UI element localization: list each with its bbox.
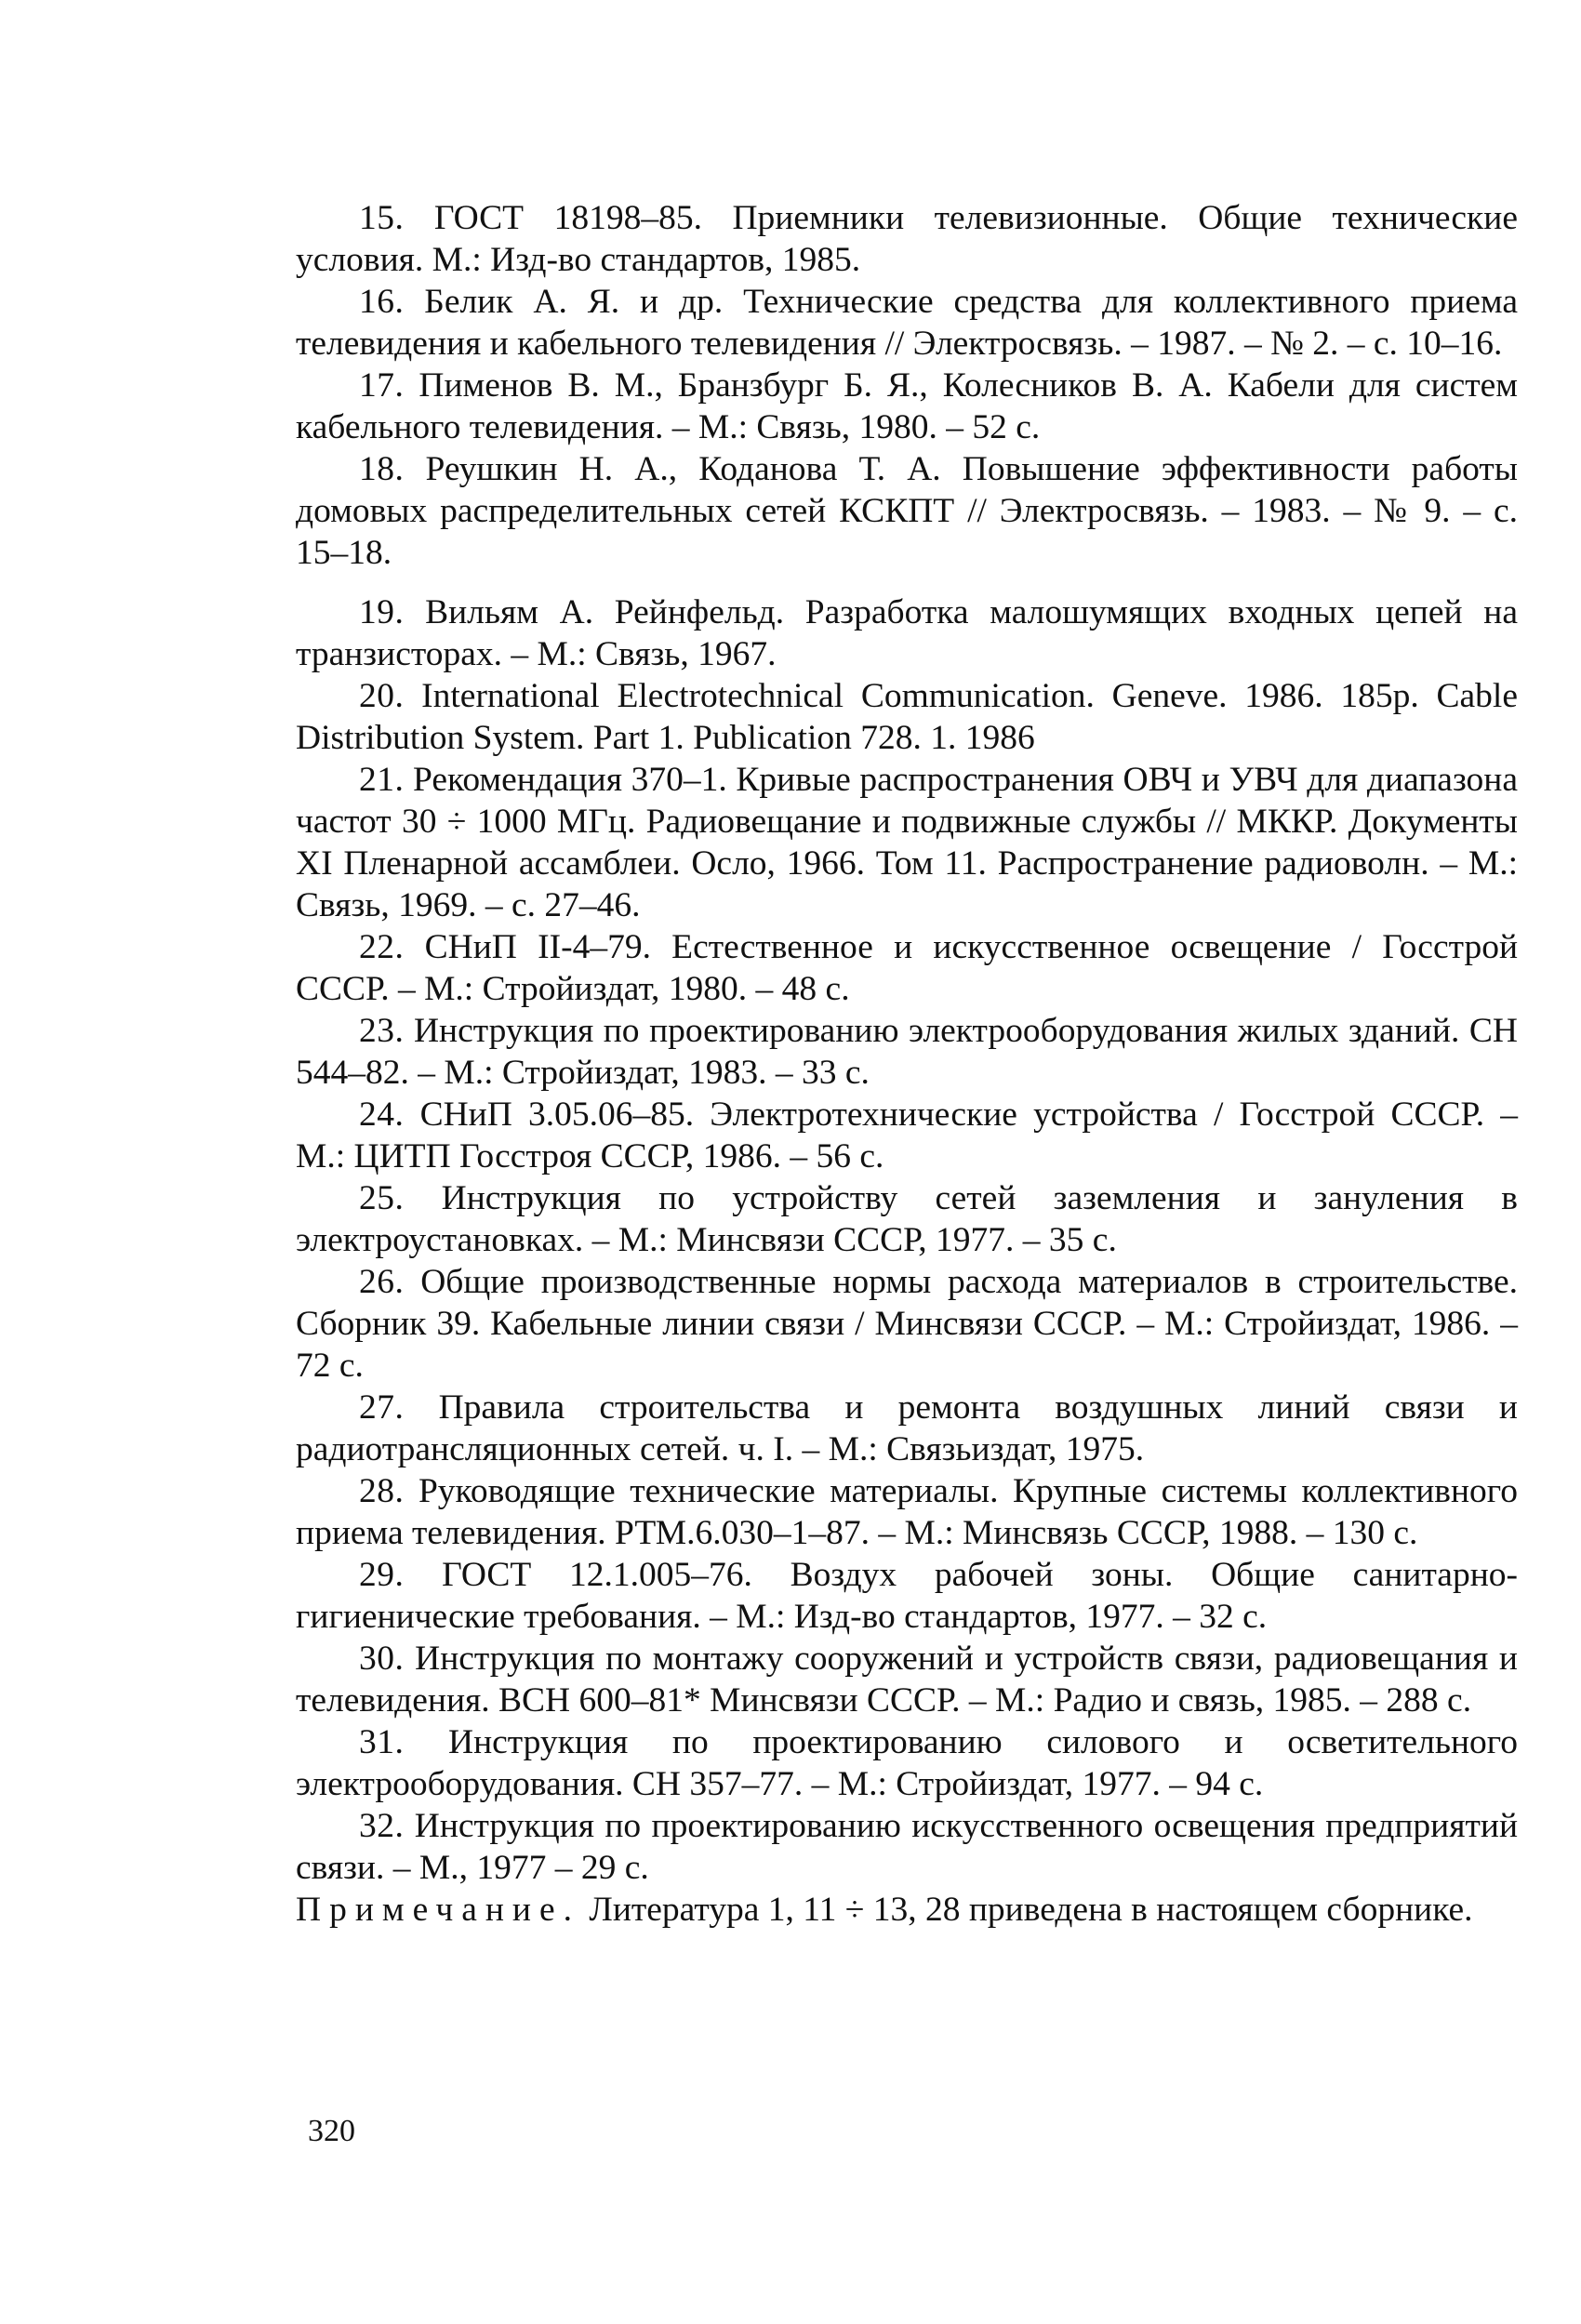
reference-text: Общие производственные нормы расхода материалов в строительстве. Сборник 39. Кабельные линии связи / Минсвязи СССР. – М.: Стройиздат, 1986. – 72 с. xyxy=(296,1263,1518,1385)
reference-number: 29. xyxy=(359,1556,405,1594)
reference-text: ГОСТ 18198–85. Приемники телевизионные. Общие технические условия. М.: Изд-во стандартов, 1985. xyxy=(296,199,1518,279)
note-text: Литература 1, 11 ÷ 13, 28 приведена в настоящем сборнике. xyxy=(589,1891,1473,1929)
reference-text: Инструкция по проектированию электрооборудования жилых зданий. СН 544–82. – М.: Стройиздат, 1983. – 33 с. xyxy=(296,1012,1518,1092)
reference-text: Инструкция по проектированию искусственного освещения предприятий связи. – М., 1977 – 29 с. xyxy=(296,1807,1519,1887)
reference-entry-20 xyxy=(296,675,1518,759)
reference-number: 18. xyxy=(359,450,405,488)
reference-text: Пименов В. М., Бранзбург Б. Я., Колесников В. А. Кабели для систем кабельного телевидения. – М.: Связь, 1980. – 52 с. xyxy=(296,366,1519,446)
note-paragraph xyxy=(296,1889,1518,1931)
reference-number: 16. xyxy=(359,283,405,321)
reference-entry-25 xyxy=(296,1177,1518,1261)
reference-text: International Electrotechnical Communication. Geneve. 1986. 185p. Cable Distribution System. Part 1. Publication 728. 1. 1986 xyxy=(296,677,1518,757)
reference-text: СНиП 3.05.06–85. Электротехнические устройства / Госстрой СССР. – М.: ЦИТП Госстроя СССР, 1986. – 56 с. xyxy=(296,1096,1519,1175)
reference-text: Инструкция по проектированию силового и осветительного электрооборудования. СН 357–77. – М.: Стройиздат, 1977. – 94 с. xyxy=(296,1723,1519,1803)
reference-entry-19 xyxy=(296,591,1518,675)
reference-entry-29 xyxy=(296,1554,1518,1638)
reference-text: ГОСТ 12.1.005–76. Воздух рабочей зоны. Общие санитарно-гигиенические требования. – М.: Изд-во стандартов, 1977. – 32 с. xyxy=(296,1556,1519,1636)
reference-text: Вильям А. Рейнфельд. Разработка малошумящих входных цепей на транзисторах. – М.: Связь, 1967. xyxy=(296,593,1518,673)
reference-entry-21 xyxy=(296,759,1518,926)
reference-text: Реушкин Н. А., Коданова Т. А. Повышение эффективности работы домовых распределительных сетей КСКПТ // Электросвязь. – 1983. – № 9. – с. 15–18. xyxy=(296,450,1518,572)
reference-number: 20. xyxy=(359,677,405,715)
reference-text: Руководящие технические материалы. Крупные системы коллективного приема телевидения. РТМ.6.030–1–87. – М.: Минсвязь СССР, 1988. – 130 с. xyxy=(296,1472,1518,1552)
reference-entry-17 xyxy=(296,365,1518,448)
reference-text: Рекомендация 370–1. Кривые распространения ОВЧ и УВЧ для диапазона частот 30 ÷ 1000 МГц. Радиовещание и подвижные службы // МККР. Документы XI Пленарной ассамблеи. Осло, 1966. Том 11. Распространение радиоволн. – М.: Связь, 1969. – с. 27–46. xyxy=(296,761,1518,924)
reference-entry-32 xyxy=(296,1805,1518,1889)
reference-entry-23 xyxy=(296,1010,1518,1094)
reference-number: 27. xyxy=(359,1388,405,1427)
reference-entry-18 xyxy=(296,448,1518,574)
reference-number: 26. xyxy=(359,1263,405,1301)
reference-number: 25. xyxy=(359,1179,405,1217)
reference-number: 31. xyxy=(359,1723,405,1761)
reference-entry-16 xyxy=(296,281,1518,365)
reference-entry-26 xyxy=(296,1261,1518,1387)
reference-entry-28 xyxy=(296,1470,1518,1554)
reference-entry-30 xyxy=(296,1638,1518,1721)
reference-entry-27 xyxy=(296,1387,1518,1470)
reference-list xyxy=(296,197,1518,1931)
reference-text: СНиП II-4–79. Естественное и искусственное освещение / Госстрой СССР. – М.: Стройиздат, 1980. – 48 с. xyxy=(296,928,1519,1008)
reference-number: 28. xyxy=(359,1472,405,1510)
reference-number: 32. xyxy=(359,1807,405,1845)
reference-entry-15 xyxy=(296,197,1518,281)
reference-entry-31 xyxy=(296,1721,1518,1805)
note-label: Примечание. xyxy=(296,1891,581,1929)
reference-number: 30. xyxy=(359,1640,405,1678)
reference-text: Правила строительства и ремонта воздушных линий связи и радиотрансляционных сетей. ч. I. – М.: Связьиздат, 1975. xyxy=(296,1388,1518,1468)
page-number: 320 xyxy=(308,2114,355,2148)
reference-entry-22 xyxy=(296,926,1518,1010)
reference-entry-24 xyxy=(296,1094,1518,1177)
reference-number: 15. xyxy=(359,199,405,237)
reference-number: 21. xyxy=(359,761,405,799)
reference-number: 22. xyxy=(359,928,405,966)
reference-number: 23. xyxy=(359,1012,405,1050)
reference-number: 19. xyxy=(359,593,405,631)
reference-text: Инструкция по монтажу сооружений и устройств связи, радиовещания и телевидения. ВСН 600–81* Минсвязи СССР. – М.: Радио и связь, 1985. – 288 с. xyxy=(296,1640,1519,1720)
reference-text: Белик А. Я. и др. Технические средства для коллективного приема телевидения и кабельного телевидения // Электросвязь. – 1987. – № 2. – с. 10–16. xyxy=(296,283,1518,363)
reference-number: 17. xyxy=(359,366,405,405)
reference-text: Инструкция по устройству сетей заземления и зануления в электроустановках. – М.: Минсвязи СССР, 1977. – 35 с. xyxy=(296,1179,1519,1259)
reference-number: 24. xyxy=(359,1096,405,1134)
